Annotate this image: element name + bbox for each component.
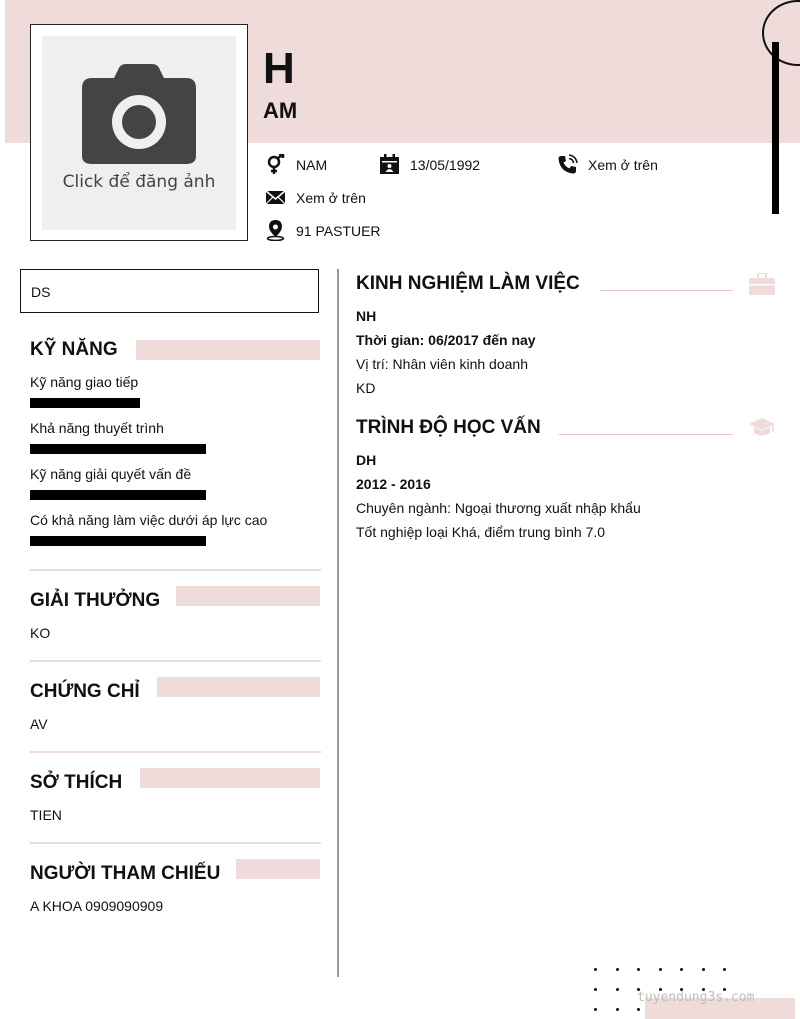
phone-item	[557, 154, 658, 175]
experience-position: Vị trí: Nhân viên kinh doanh	[356, 356, 528, 372]
briefcase-icon	[749, 273, 775, 295]
section-divider	[30, 751, 321, 753]
decorative-dot	[637, 968, 640, 971]
section-divider	[30, 842, 321, 844]
decorative-dot	[659, 968, 662, 971]
gender-item	[265, 154, 327, 175]
photo-upload[interactable]	[42, 36, 236, 230]
column-divider	[337, 269, 339, 977]
skills-title-accent	[136, 340, 320, 360]
education-title: TRÌNH ĐỘ HỌC VẤN	[356, 417, 541, 438]
section-divider	[30, 569, 321, 571]
references-title: NGƯỜI THAM CHIẾU	[30, 863, 221, 884]
references-text: A KHOA 0909090909	[30, 898, 164, 914]
awards-text: KO	[30, 625, 51, 641]
address-value: 91 PASTUER	[296, 222, 381, 239]
decorative-dot	[702, 968, 705, 971]
decorative-dot	[723, 968, 726, 971]
hobbies-text: TIEN	[30, 807, 62, 823]
section-divider	[30, 660, 321, 662]
experience-title: KINH NGHIỆM LÀM VIỆC	[356, 273, 580, 294]
experience-company: NH	[356, 308, 377, 324]
decorative-dot	[594, 968, 597, 971]
skill-level-bar	[30, 444, 206, 454]
skill-label: Kỹ năng giải quyết vấn đề	[30, 466, 192, 482]
name-first-line: H	[263, 44, 295, 93]
phone-value: Xem ở trên	[588, 156, 658, 173]
photo-caption[interactable]: Click để đăng ảnh	[62, 172, 216, 192]
graduation-cap-icon	[749, 418, 775, 438]
education-years: 2012 - 2016	[356, 476, 431, 492]
hobbies-title-accent	[140, 768, 320, 788]
skill-level-bar	[30, 398, 140, 408]
objective-box: DS	[20, 269, 319, 313]
camera-icon	[80, 64, 198, 166]
email-value: Xem ở trên	[296, 189, 366, 206]
watermark: tuyendung3s.com	[637, 990, 755, 1005]
decorative-dot	[616, 988, 619, 991]
skill-label: Kỹ năng giao tiếp	[30, 374, 139, 390]
education-result: Tốt nghiệp loại Khá, điểm trung bình 7.0	[356, 524, 606, 540]
calendar-icon	[379, 154, 400, 175]
email-item	[265, 187, 366, 208]
skill-label: Khả năng thuyết trình	[30, 420, 164, 436]
hobbies-title: SỞ THÍCH	[30, 772, 123, 793]
references-title-accent	[236, 859, 320, 879]
experience-note: KD	[356, 380, 376, 396]
education-major: Chuyên ngành: Ngoại thương xuất nhập khẩu	[356, 500, 641, 516]
skill-level-bar	[30, 536, 206, 546]
awards-title: GIẢI THƯỞNG	[30, 590, 161, 611]
certificates-text: AV	[30, 716, 48, 732]
certificates-title-accent	[157, 677, 320, 697]
decorative-bar	[772, 42, 779, 214]
experience-time: Thời gian: 06/2017 đến nay	[356, 332, 536, 348]
education-school: DH	[356, 452, 377, 468]
experience-title-line	[600, 290, 733, 291]
location-icon	[265, 220, 286, 241]
phone-icon	[557, 154, 578, 175]
skill-level-bar	[30, 490, 206, 500]
name-second-line: AM	[263, 98, 298, 123]
dob-value: 13/05/1992	[410, 156, 481, 173]
awards-title-accent	[176, 586, 320, 606]
gender-icon	[265, 154, 286, 175]
decorative-dot	[680, 968, 683, 971]
decorative-dot	[616, 968, 619, 971]
dob-item	[379, 154, 480, 175]
gender-value: NAM	[296, 156, 328, 173]
address-item	[265, 220, 381, 241]
certificates-title: CHỨNG CHỈ	[30, 681, 140, 702]
skill-label: Có khả năng làm việc dưới áp lực cao	[30, 512, 268, 528]
decorative-dot	[616, 1008, 619, 1011]
skills-title: KỸ NĂNG	[30, 339, 118, 360]
education-title-line	[559, 434, 733, 435]
decorative-dot	[594, 988, 597, 991]
decorative-dot	[594, 1008, 597, 1011]
email-icon	[265, 187, 286, 208]
decorative-dot	[637, 1008, 640, 1011]
